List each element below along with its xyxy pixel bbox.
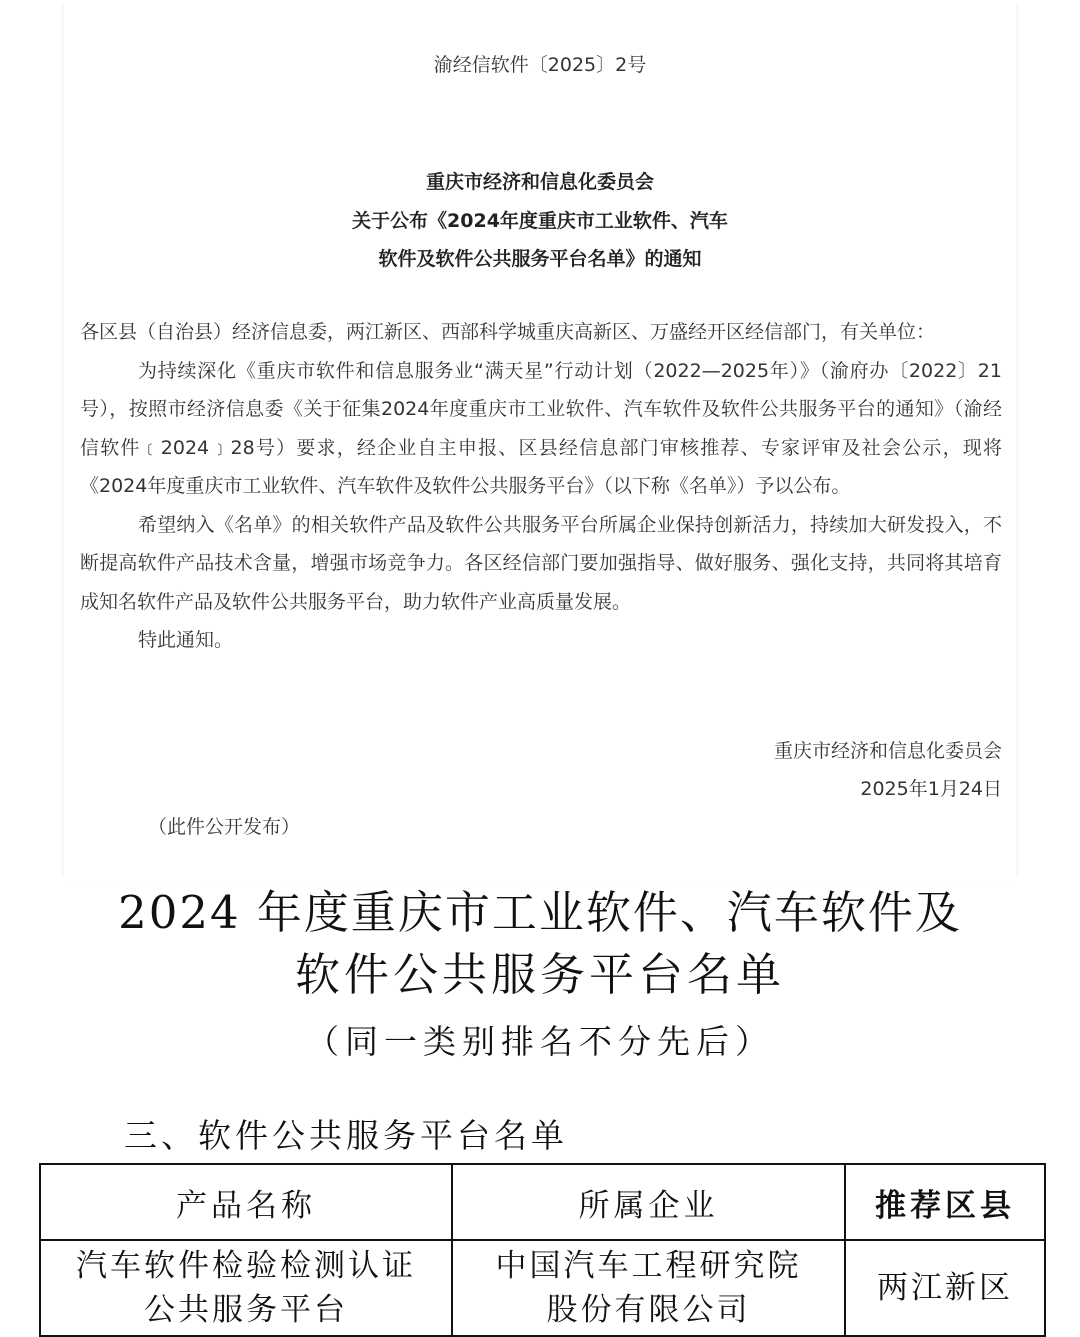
column-header-product: 产品名称 [40,1164,452,1240]
product-name-line: 汽车软件检验检测认证 [76,1248,416,1284]
salutation: 各区县（自治县）经济信息委，两江新区、西部科学城重庆高新区、万盛经开区经信部门，有关单位： [80,321,936,343]
body-paragraph: 为持续深化《重庆市软件和信息服务业“满天星”行动计划（2022—2025年）》（渝府办〔2022〕21号），按照市经济信息委《关于征集2024年度重庆市工业软件、汽车软件及软件公共服务平台的通知》（渝经信软件﹝2024﹞28号）要求，经企业自主申报、区县经信息部门审核推荐、专家评审及社会公示，现将《2024年度重庆市工业软件、汽车软件及软件公共服务平台》（以下称《名单》）予以公布。 [80,359,1002,497]
platform-list-table [39,1163,1046,1337]
company-cell [452,1240,845,1336]
body-paragraph: 希望纳入《名单》的相关软件产品及软件公共服务平台所属企业保持创新活力，持续加大研发投入，不断提高软件产品技术含量，增强市场竞争力。各区经信部门要加强指导、做好服务、强化支持，共同将其培育成知名软件产品及软件公共服务平台，助力软件产业高质量发展。 [80,513,1002,613]
notice-title-line: 关于公布《2024年度重庆市工业软件、汽车 [352,209,728,232]
list-title-line1: 2024 年度重庆市工业软件、汽车软件及 [118,886,962,939]
product-name-line: 公共服务平台 [144,1292,348,1328]
region-cell: 两江新区 [845,1240,1045,1336]
column-header-region: 推荐区县 [845,1164,1045,1240]
table-header-row [40,1164,1045,1240]
signature-date: 2025年1月24日 [860,778,1002,800]
section-heading: 三、软件公共服务平台名单 [124,1116,568,1155]
table-row [40,1240,1045,1336]
notice-title-line: 重庆市经济和信息化委员会 [425,171,654,193]
notice-title [64,163,1016,279]
company-name-line: 股份有限公司 [546,1292,751,1328]
document-number: 渝经信软件〔2025〕2号 [433,54,647,76]
public-release-note: （此件公开发布） [148,816,301,838]
company-name-line: 中国汽车工程研究院 [495,1248,802,1284]
list-title-line2: 软件公共服务平台名单 [294,948,785,1001]
column-header-company: 所属企业 [452,1164,845,1240]
signature-organization: 重庆市经济和信息化委员会 [773,740,1002,762]
product-name-cell [40,1240,452,1336]
list-subtitle: （同一类别排名不分先后） [306,1022,774,1061]
notice-document [64,0,1016,880]
notice-title-line: 软件及软件公共服务平台名单》的通知 [378,248,702,270]
closing-remark: 特此通知。 [138,629,234,651]
notice-body [80,313,1002,660]
